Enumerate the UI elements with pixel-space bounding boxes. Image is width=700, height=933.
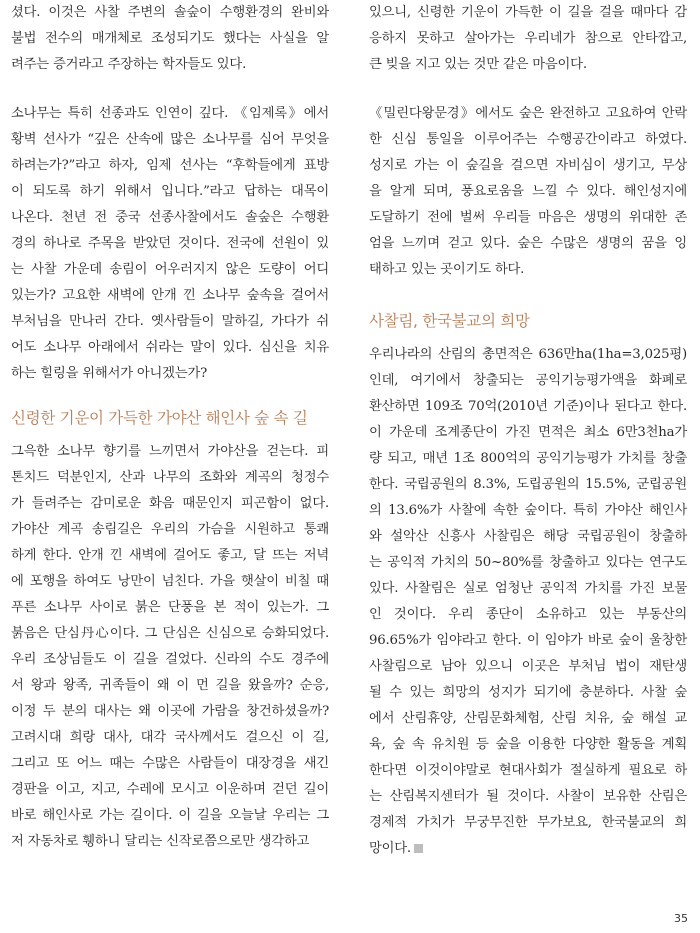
text-line: 한다면 이것이야말로 현대사회가 절실하게 필요로 하 <box>369 763 687 778</box>
section-heading-haeinsa-path: 신령한 기운이 가득한 가야산 해인사 숲 속 길 <box>11 409 308 427</box>
text-line: 톤치드 덕분인지, 산과 나무의 조화와 계곡의 청정수 <box>11 470 329 485</box>
text-line: 서 왕과 왕족, 귀족들이 왜 이 먼 길을 왔을까? 순응, <box>11 678 329 693</box>
text-line: 의 13.6%가 사찰에 속한 숲이다. 특히 가야산 해인사 <box>369 503 687 518</box>
text-line: 인데, 여기에서 창출되는 공익기능평가액을 화폐로 <box>369 373 687 388</box>
text-line: 도달하기 전에 벌써 우리들 마음은 생명의 위대한 존 <box>369 210 687 225</box>
text-line: 고려시대 희랑 대사, 대각 국사께서도 걸으신 이 길, <box>11 730 329 745</box>
text-line: 붉음은 단심丹心이다. 그 단심은 신심으로 승화되었다. <box>11 626 329 641</box>
right-para-3 <box>369 342 687 862</box>
text-line: 는 산림복지센터가 될 것이다. 사찰이 보유한 산림은 <box>369 789 687 804</box>
text-line: 불법 전수의 매개체로 조성되기도 했다는 사실을 알 <box>11 31 329 46</box>
text-line: 우리나라의 산림의 총면적은 636만ha(1ha=3,025평) <box>369 347 687 362</box>
text-line: 가야산 계곡 송림길은 우리의 가슴을 시원하고 통쾌 <box>11 522 329 537</box>
text-line: 성지로 가는 이 숲길을 걸으면 자비심이 생기고, 무상 <box>369 158 687 173</box>
text-line: 려주는 증거라고 주장하는 학자들도 있다. <box>11 57 247 72</box>
text-line: 있으니, 신령한 기운이 가득한 이 길을 걸을 때마다 감 <box>369 5 687 20</box>
text-line: 이 되도록 하기 위해서 입니다.”라고 답하는 대목이 <box>11 184 329 199</box>
text-line: 황벽 선사가 “깊은 산속에 많은 소나무를 심어 무엇을 <box>11 132 329 147</box>
text-line: 부처님을 만나러 간다. 옛사람들이 말하길, 가다가 쉬 <box>11 314 329 329</box>
text-line: 사찰림으로 남아 있으니 이곳은 부처님 법이 재탄생 <box>369 659 687 674</box>
text-line: 나온다. 천년 전 중국 선종사찰에서도 솔숲은 수행환 <box>11 210 329 225</box>
text-line: 96.65%가 임야라고 한다. 이 임야가 바로 숲이 울창한 <box>369 633 687 648</box>
text-line: 그리고 또 어느 때는 수많은 사람들이 대장경을 새긴 <box>11 756 329 771</box>
text-line: 될 수 있는 희망의 성지가 되기에 충분하다. 사찰 숲 <box>369 685 687 700</box>
text-line: 는 사찰 가운데 송림이 어우러지지 않은 도량이 어디 <box>11 262 329 277</box>
text-line: 그윽한 소나무 향기를 느끼면서 가야산을 걷는다. 피 <box>11 444 329 459</box>
right-para-1 <box>369 0 687 78</box>
text-line: 에 포행을 하여도 낭만이 넘친다. 가을 햇살이 비칠 때 <box>11 574 329 589</box>
text-line: 에서 산림휴양, 산림문화체험, 산림 치유, 숲 해설 교 <box>369 711 687 726</box>
text-line: 있는가? 고요한 새벽에 안개 낀 소나무 숲속을 걸어서 <box>11 288 329 303</box>
text-line: 응하지 못하고 살아가는 우리네가 참으로 안타깝고, <box>369 31 687 46</box>
text-line: 푸른 소나무 사이로 붉은 단풍을 본 적이 있는가. 그 <box>11 600 329 615</box>
text-line: 는 공익적 가치의 50~80%를 창출하고 있다는 연구도 <box>369 555 687 570</box>
text-line: 《밀린다왕문경》에서도 숲은 완전하고 고요하여 안락 <box>369 106 687 121</box>
text-line: 태하고 있는 곳이기도 하다. <box>369 262 525 277</box>
text-line: 하게 한다. 안개 낀 새벽에 걸어도 좋고, 달 뜨는 저녁 <box>11 548 329 563</box>
text-line: 경제적 가치가 무궁무진한 무가보요, 한국불교의 희 <box>369 815 687 830</box>
text-line: 있다. 사찰림은 실로 엄청난 공익적 가치를 가진 보물 <box>369 581 687 596</box>
right-para-2 <box>369 101 687 283</box>
text-line: 경판을 이고, 지고, 수레에 모시고 이운하며 걷던 길이 <box>11 782 329 797</box>
text-line: 와 설악산 신흥사 사찰림은 해당 국립공원이 창출하 <box>369 529 687 544</box>
end-of-article-mark <box>414 844 423 853</box>
text-line: 하는 힐링을 위해서가 아니겠는가? <box>11 366 208 381</box>
text-line: 저 자동차로 휑하니 달리는 신작로쯤으로만 생각하고 <box>11 834 310 849</box>
text-line: 을 알게 되며, 풍요로움을 느낄 수 있다. 해인성지에 <box>369 184 687 199</box>
left-para-1 <box>11 0 329 78</box>
left-para-2 <box>11 101 329 387</box>
text-line: 한다. 국립공원의 8.3%, 도립공원의 15.5%, 군립공원 <box>369 477 687 492</box>
text-line: 하려는가?”라고 하자, 임제 선사는 “후학들에게 표방 <box>11 158 329 173</box>
text-line: 경의 하나로 주목을 받았던 것이다. 전국에 선원이 있 <box>11 236 329 251</box>
text-line: 환산하면 109조 70억(2010년 기준)이나 된다고 한다. <box>369 399 687 414</box>
page-number: 35 <box>674 912 688 925</box>
text-line: 엄을 느끼며 걷고 있다. 숲은 수많은 생명의 꿈을 잉 <box>369 236 687 251</box>
text-line: 인 것이다. 우리 종단이 소유하고 있는 부동산의 <box>369 607 687 622</box>
text-line: 바로 해인사로 가는 길이다. 이 길을 오늘날 우리는 그 <box>11 808 329 823</box>
text-line: 큰 빚을 지고 있는 것만 같은 마음이다. <box>369 57 587 72</box>
section-heading-temple-forest: 사찰림, 한국불교의 희망 <box>369 312 530 330</box>
text-line: 소나무는 특히 선종과도 인연이 깊다. 《임제록》에서 <box>11 106 329 121</box>
text-line: 우리 조상님들도 이 길을 걸었다. 신라의 수도 경주에 <box>11 652 329 667</box>
text-line: 가 들려주는 감미로운 화음 때문인지 피곤함이 없다. <box>11 496 329 511</box>
text-line: 망이다. <box>369 836 687 862</box>
left-para-3 <box>11 439 329 855</box>
text-line: 이 가운데 조계종단이 가진 면적은 최소 6만3천ha가 <box>369 425 687 440</box>
text-line: 셨다. 이것은 사찰 주변의 솔숲이 수행환경의 완비와 <box>11 5 329 20</box>
text-line: 육, 숲 속 유치원 등 숲을 이용한 다양한 활동을 계획 <box>369 737 687 752</box>
text-line: 량 되고, 매년 1조 800억의 공익기능평가 가치를 창출 <box>369 451 687 466</box>
text-line: 한 신심 통일을 이루어주는 수행공간이라고 하였다. <box>369 132 687 147</box>
text-line: 이정 두 분의 대사는 왜 이곳에 가람을 창건하셨을까? <box>11 704 329 719</box>
text-line: 어도 소나무 아래에서 쉬라는 말이 있다. 심신을 치유 <box>11 340 329 355</box>
